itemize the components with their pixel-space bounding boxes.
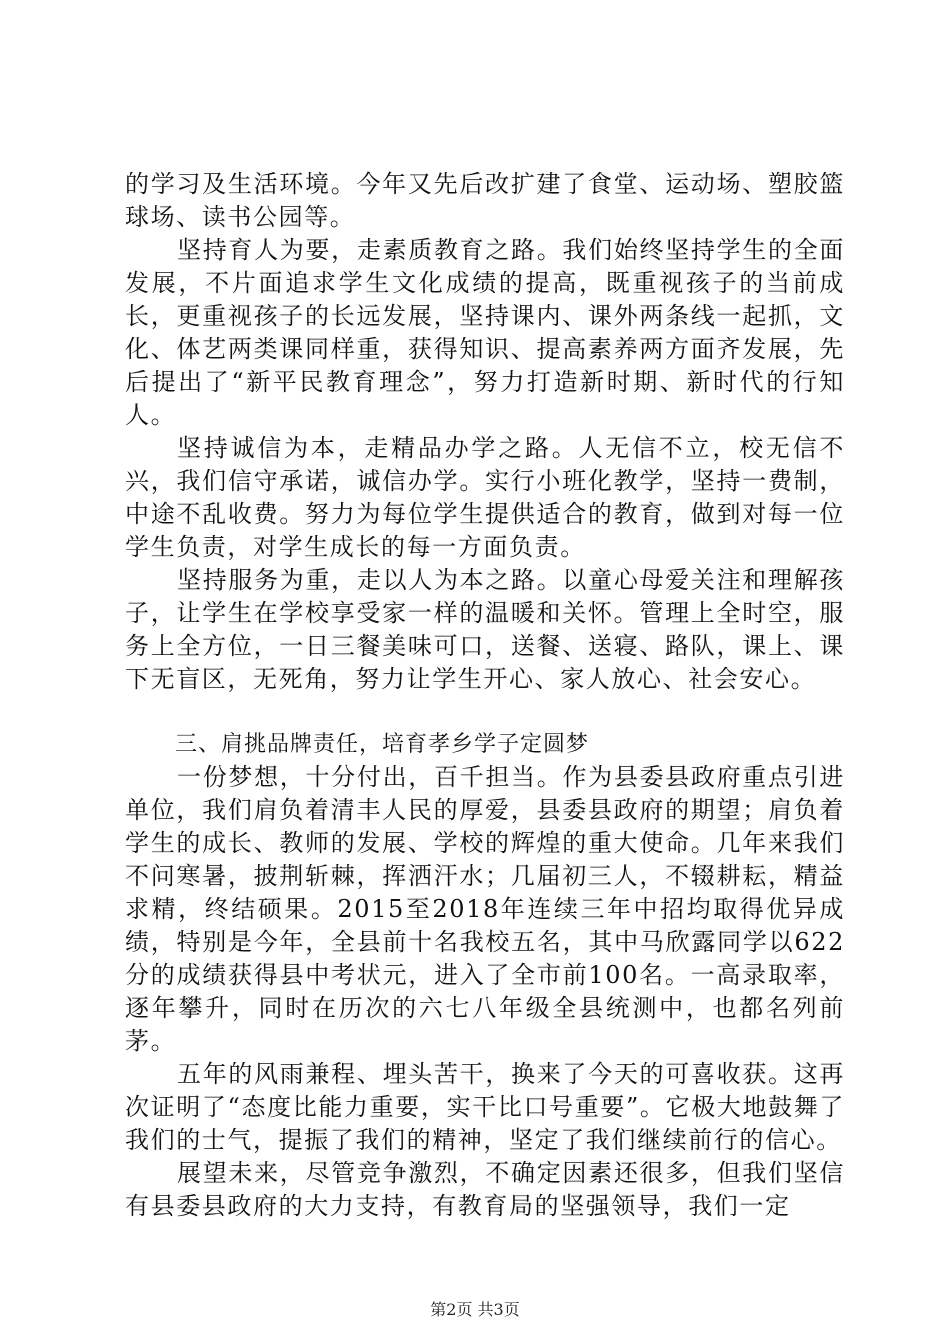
section-heading: 三、肩挑品牌责任，培育孝乡学子定圆梦 bbox=[175, 732, 590, 757]
page-number-footer: 第2页 共3页 bbox=[430, 1300, 520, 1319]
paragraph-five-years: 五年的风雨兼程、埋头苦干，换来了今天的可喜收获。这再次证明了“态度比能力重要，实干比口号重要”。它极大地鼓舞了我们的士气，提振了我们的精神，坚定了我们继续前行的信心。 bbox=[125, 1060, 845, 1154]
document-body bbox=[125, 168, 845, 1223]
paragraph-quality-education: 坚持育人为要，走素质教育之路。我们始终坚持学生的全面发展，不片面追求学生文化成绩的提高，既重视孩子的当前成长，更重视孩子的长远发展，坚持课内、课外两条线一起抓，文化、体艺两类课同样重，获得知识、提高素养两方面齐发展，先后提出了“新平民教育理念”，努力打造新时期、新时代的行知人。 bbox=[125, 236, 845, 429]
paragraph-service: 坚持服务为重，走以人为本之路。以童心母爱关注和理解孩子，让学生在学校享受家一样的温暖和关怀。管理上全时空，服务上全方位，一日三餐美味可口，送餐、送寝、路队，课上、课下无盲区，无死角，努力让学生开心、家人放心、社会安心。 bbox=[125, 566, 845, 693]
paragraph-continuation: 的学习及生活环境。今年又先后改扩建了食堂、运动场、塑胶篮球场、读书公园等。 bbox=[125, 170, 845, 231]
paragraph-future: 展望未来，尽管竞争激烈，不确定因素还很多，但我们坚信有县委县政府的大力支持，有教育局的坚强领导，我们一定 bbox=[125, 1159, 845, 1220]
paragraph-integrity: 坚持诚信为本，走精品办学之路。人无信不立，校无信不兴，我们信守承诺，诚信办学。实行小班化教学，坚持一费制，中途不乱收费。努力为每位学生提供适合的教育，做到对每一位学生负责，对学生成长的每一方面负责。 bbox=[125, 434, 845, 561]
paragraph-dream: 一份梦想，十分付出，百千担当。作为县委县政府重点引进单位，我们肩负着清丰人民的厚爱，县委县政府的期望；肩负着学生的成长、教师的发展、学校的辉煌的重大使命。几年来我们不问寒暑，披荆斩棘，挥洒汗水；几届初三人，不辍耕耘，精益求精，终结硕果。2015至2018年连续三年中招均取得优异成绩，特别是今年，全县前十名我校五名，其中马欣露同学以622分的成绩获得县中考状元，进入了全市前100名。一高录取率，逐年攀升，同时在历次的六七八年级全县统测中，也都名列前茅。 bbox=[125, 763, 845, 1055]
section-spacer bbox=[125, 696, 845, 728]
